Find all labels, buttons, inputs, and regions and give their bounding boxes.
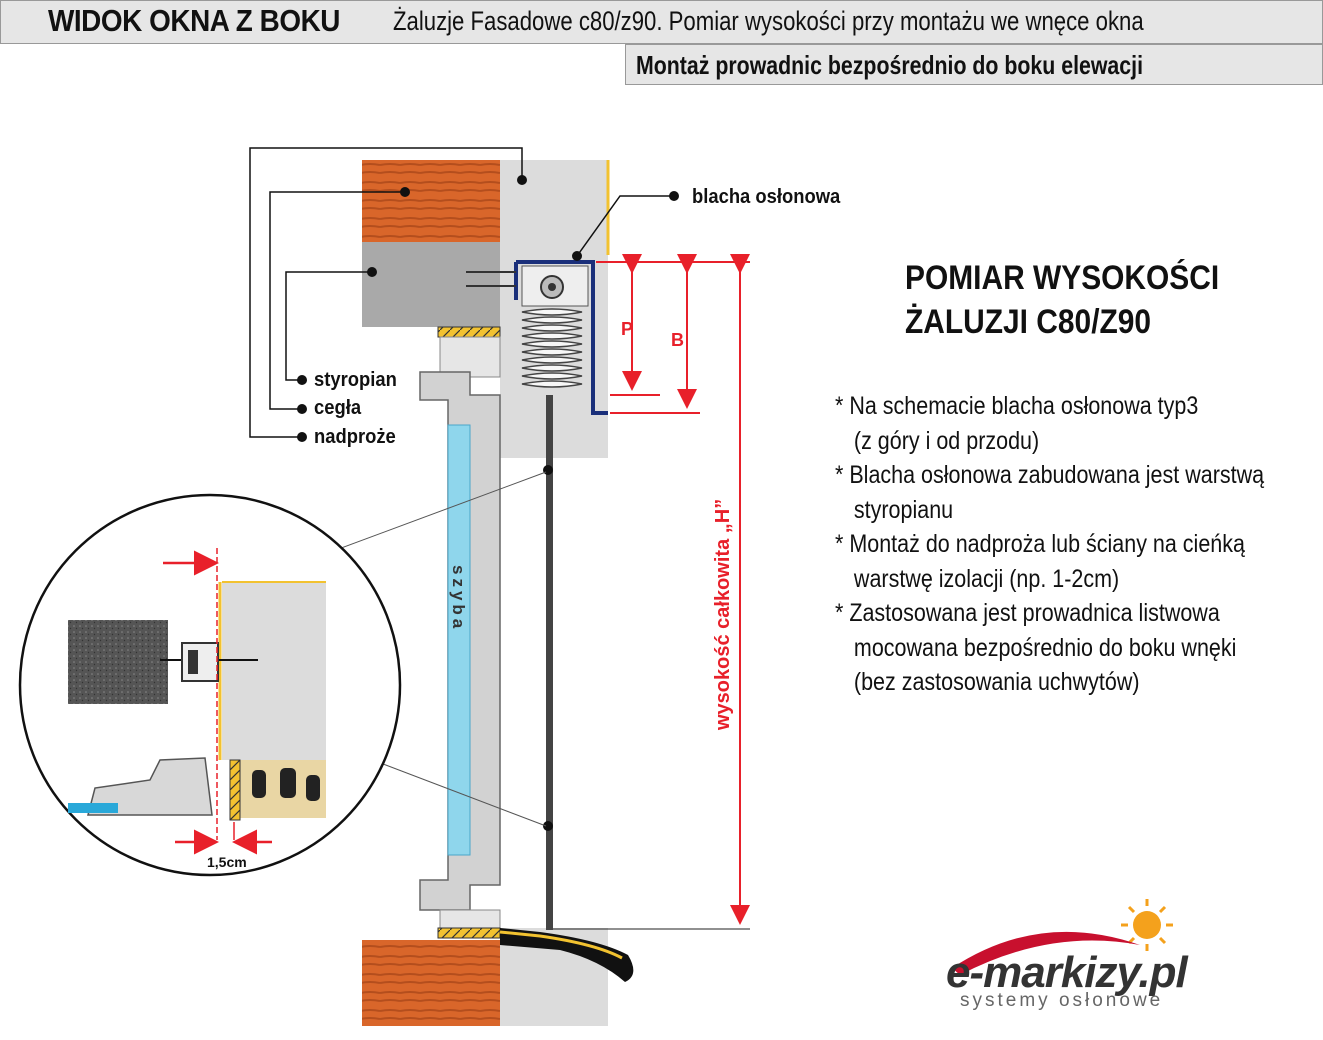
label-cover-sheet: blacha osłonowa: [692, 186, 841, 208]
logo-tagline: systemy osłonowe: [960, 990, 1164, 1011]
lintel-concrete: [362, 242, 500, 327]
heading-line-1: POMIAR WYSOKOŚCI: [905, 259, 1220, 297]
measurement-heading: [905, 256, 1219, 344]
glass-label: szyba: [449, 565, 468, 633]
dim-p-label: P: [621, 319, 634, 339]
heading-line-2: ŻALUZJI C80/Z90: [905, 303, 1152, 341]
dim-b-label: B: [671, 330, 684, 350]
note-3: * Montaż do nadproża lub ściany na cieńką: [835, 530, 1245, 558]
label-styrofoam: styropian: [314, 369, 397, 391]
label-lintel: nadproże: [314, 426, 396, 448]
note-1: * Na schemacie blacha osłonowa typ3: [835, 392, 1199, 420]
mounting-note: Montaż prowadnic bezpośrednio do boku elewacji: [636, 50, 1144, 80]
dim-h-label: wysokość całkowita „H”: [712, 498, 734, 730]
brick-bottom: [362, 940, 500, 1026]
note-3-cont: warstwę izolacji (np. 1-2cm): [853, 564, 1120, 593]
page-subtitle: Żaluzje Fasadowe c80/z90. Pomiar wysokości przy montażu we wnęce okna: [393, 6, 1144, 36]
logo-name: e-markizy: [946, 948, 1139, 997]
notes-list: [835, 389, 1264, 700]
note-4-cont: mocowana bezpośrednio do boku wnęki: [853, 633, 1237, 662]
gap-label: 1,5cm: [207, 854, 247, 870]
glass-pane: [448, 425, 470, 855]
note-4: * Zastosowana jest prowadnica listwowa: [835, 599, 1220, 627]
label-brick: cegła: [314, 397, 362, 419]
page-title: WIDOK OKNA Z BOKU: [48, 3, 340, 38]
brick-top: [362, 160, 500, 242]
logo-ext: .pl: [1138, 948, 1187, 997]
detail-magnifier: [20, 495, 400, 875]
note-1-cont: (z góry i od przodu): [853, 426, 1040, 455]
note-4-cont-2: (bez zastosowania uchwytów): [853, 668, 1140, 696]
note-2: * Blacha osłonowa zabudowana jest warstwą: [835, 461, 1265, 489]
note-2-cont: styropianu: [853, 495, 954, 524]
guide-rail: [546, 395, 553, 930]
